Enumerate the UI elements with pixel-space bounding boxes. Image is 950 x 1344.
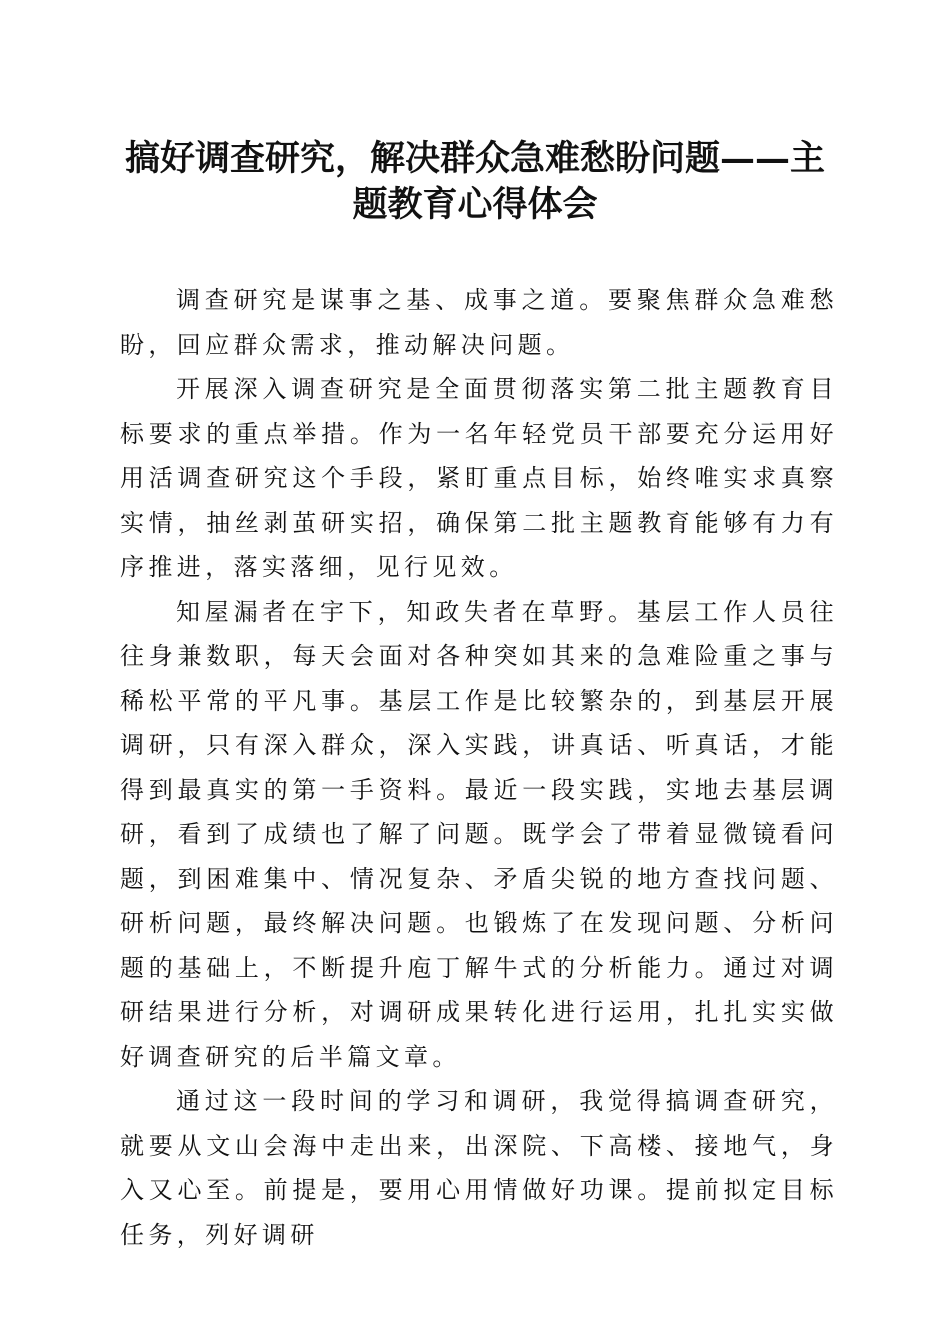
document-title: 搞好调查研究，解决群众急难愁盼问题——主题教育心得体会: [124, 138, 825, 225]
paragraph-3: 知屋漏者在宇下，知政失者在草野。基层工作人员往往身兼数职，每天会面对各种突如其来的急难险重之事与稀松平常的平凡事。基层工作是比较繁杂的，到基层开展调研，只有深入群众，深入实践，讲真话、听真话，才能得到最真实的第一手资料。最近一段实践，实地去基层调研，看到了成绩也了解了问题。既学会了带着显微镜看问题，到困难集中、情况复杂、矛盾尖锐的地方查找问题、研析问题，最终解决问题。也锻炼了在发现问题、分析问题的基础上，不断提升庖丁解牛式的分析能力。通过对调研结果进行分析，对调研成果转化进行运用，扎扎实实做好调查研究的后半篇文章。: [120, 597, 838, 1071]
paragraph-1: 调查研究是谋事之基、成事之道。要聚焦群众急难愁盼，回应群众需求，推动解决问题。: [120, 286, 838, 359]
paragraph-4: 通过这一段时间的学习和调研，我觉得搞调查研究，就要从文山会海中走出来，出深院、下高楼、接地气，身入又心至。前提是，要用心用情做好功课。提前拟定目标任务，列好调研: [120, 1087, 838, 1249]
paragraph-2: 开展深入调查研究是全面贯彻落实第二批主题教育目标要求的重点举措。作为一名年轻党员干部要充分运用好用活调查研究这个手段，紧盯重点目标，始终唯实求真察实情，抽丝剥茧研实招，确保第二批主题教育能够有力有序推进，落实落细，见行见效。: [120, 375, 838, 581]
document-body: [120, 278, 838, 1257]
